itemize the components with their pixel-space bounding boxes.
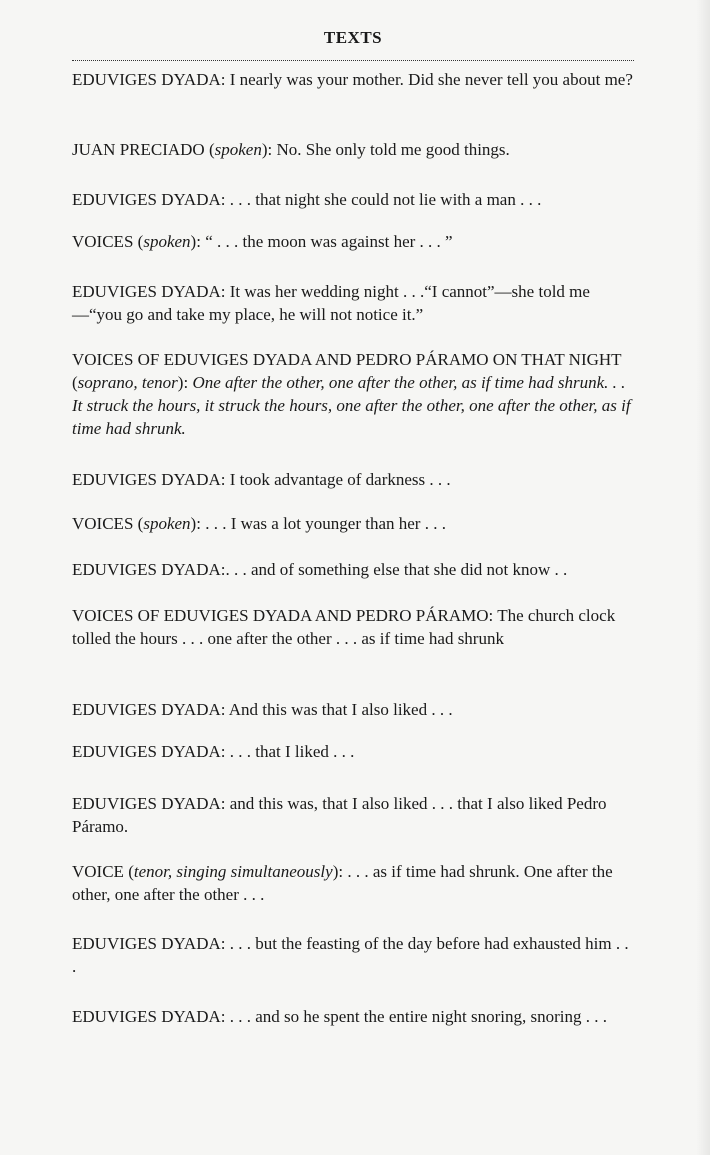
speaker-name: EDUVIGES DYADA: (72, 700, 226, 719)
dialogue-line (72, 792, 634, 838)
speaker-name: VOICE (72, 862, 124, 881)
dialogue-line (72, 604, 634, 650)
dialogue-text: : No. She only told me good things. (267, 140, 510, 159)
dialogue-text: . . . and of something else that she did not know . . (225, 560, 568, 579)
dialogue-line (72, 558, 634, 581)
stage-direction: spoken (214, 140, 262, 159)
header-divider (72, 60, 634, 61)
dialogue-text: It was her wedding night . . .“I cannot”—she told me—“you go and take my place, he will not notice it.” (72, 282, 590, 324)
dialogue-text: : . . . as if time had shrunk. One after the other, one after the other . . . (72, 862, 613, 904)
stage-direction: tenor, singing simultaneously (133, 862, 333, 881)
speaker-name: EDUVIGES DYADA: (72, 742, 226, 761)
dialogue-text: . . . that I liked . . . (225, 742, 355, 761)
stage-direction: spoken (143, 232, 191, 251)
dialogue-line (72, 1005, 634, 1028)
stage-direction: soprano, tenor (77, 373, 178, 392)
dialogue-line (72, 740, 634, 763)
dialogue-text: : . . . I was a lot younger than her . . . (196, 514, 446, 533)
dialogue-line (72, 68, 634, 91)
dialogue-line (72, 280, 634, 326)
dialogue-text: and this was, that I also liked . . . that I also liked Pedro Páramo. (72, 794, 607, 836)
dialogue-text: And this was that I also liked . . . (225, 700, 453, 719)
dialogue-line: VOICES (spoken): . . . I was a lot younger than her . . . (72, 514, 446, 533)
speaker-name: EDUVIGES DYADA: (72, 70, 226, 89)
speaker-name: VOICES OF EDUVIGES DYADA AND PEDRO PÁRAMO ON THAT NIGHT (72, 350, 622, 369)
speaker-name: VOICES (72, 232, 134, 251)
dialogue-text: : “ . . . the moon was against her . . . ” (196, 232, 453, 251)
page-edge-shadow (696, 0, 710, 1155)
sung-text: One after the other, one after the other, as if time had shrunk. . . It struck the hours, it struck the hours, one after the other, one after the other, as if time had shrunk. (72, 373, 631, 438)
dialogue-text: . . . but the feasting of the day before had exhausted him . . . (72, 934, 629, 976)
speaker-name: EDUVIGES DYADA: (72, 470, 226, 489)
speaker-name: VOICES (72, 514, 134, 533)
speaker-name: JUAN PRECIADO (72, 140, 205, 159)
dialogue-line (72, 188, 634, 211)
speaker-name: VOICES OF EDUVIGES DYADA AND PEDRO PÁRAMO: (72, 606, 494, 625)
dialogue-line: VOICE (tenor, singing simultaneously): . . . as if time had shrunk. One after the other, one after the other . . . (72, 862, 613, 904)
dialogue-text: I took advantage of darkness . . . (225, 470, 451, 489)
speaker-name: EDUVIGES DYADA: (72, 190, 226, 209)
speaker-name: EDUVIGES DYADA: (72, 560, 226, 579)
dialogue-line (72, 698, 634, 721)
page-title: TEXTS (323, 28, 383, 47)
dialogue-line: VOICES (spoken): “ . . . the moon was against her . . . ” (72, 232, 453, 251)
stage-direction: spoken (143, 514, 191, 533)
dialogue-line: JUAN PRECIADO (spoken): No. She only told me good things. (72, 140, 510, 159)
dialogue-line (72, 468, 634, 491)
dialogue-line (72, 932, 634, 978)
dialogue-text: The church clock tolled the hours . . . one after the other . . . as if time had shrunk (72, 606, 616, 648)
speaker-name: EDUVIGES DYADA: (72, 934, 226, 953)
speaker-name: EDUVIGES DYADA: (72, 282, 226, 301)
dialogue-text: . . . and so he spent the entire night snoring, snoring . . . (225, 1007, 607, 1026)
speaker-name: EDUVIGES DYADA: (72, 1007, 226, 1026)
dialogue-text: : (183, 373, 193, 392)
dialogue-text: . . . that night she could not lie with a man . . . (225, 190, 542, 209)
dialogue-text: I nearly was your mother. Did she never tell you about me? (225, 70, 633, 89)
speaker-name: EDUVIGES DYADA: (72, 794, 226, 813)
dialogue-line: VOICES OF EDUVIGES DYADA AND PEDRO PÁRAMO ON THAT NIGHT (soprano, tenor): One after the other, one after the other, as if time had shrunk. . . It struck the hours, it struck the hours, one after the other, one after the other, as if time had shrunk. (72, 350, 631, 438)
